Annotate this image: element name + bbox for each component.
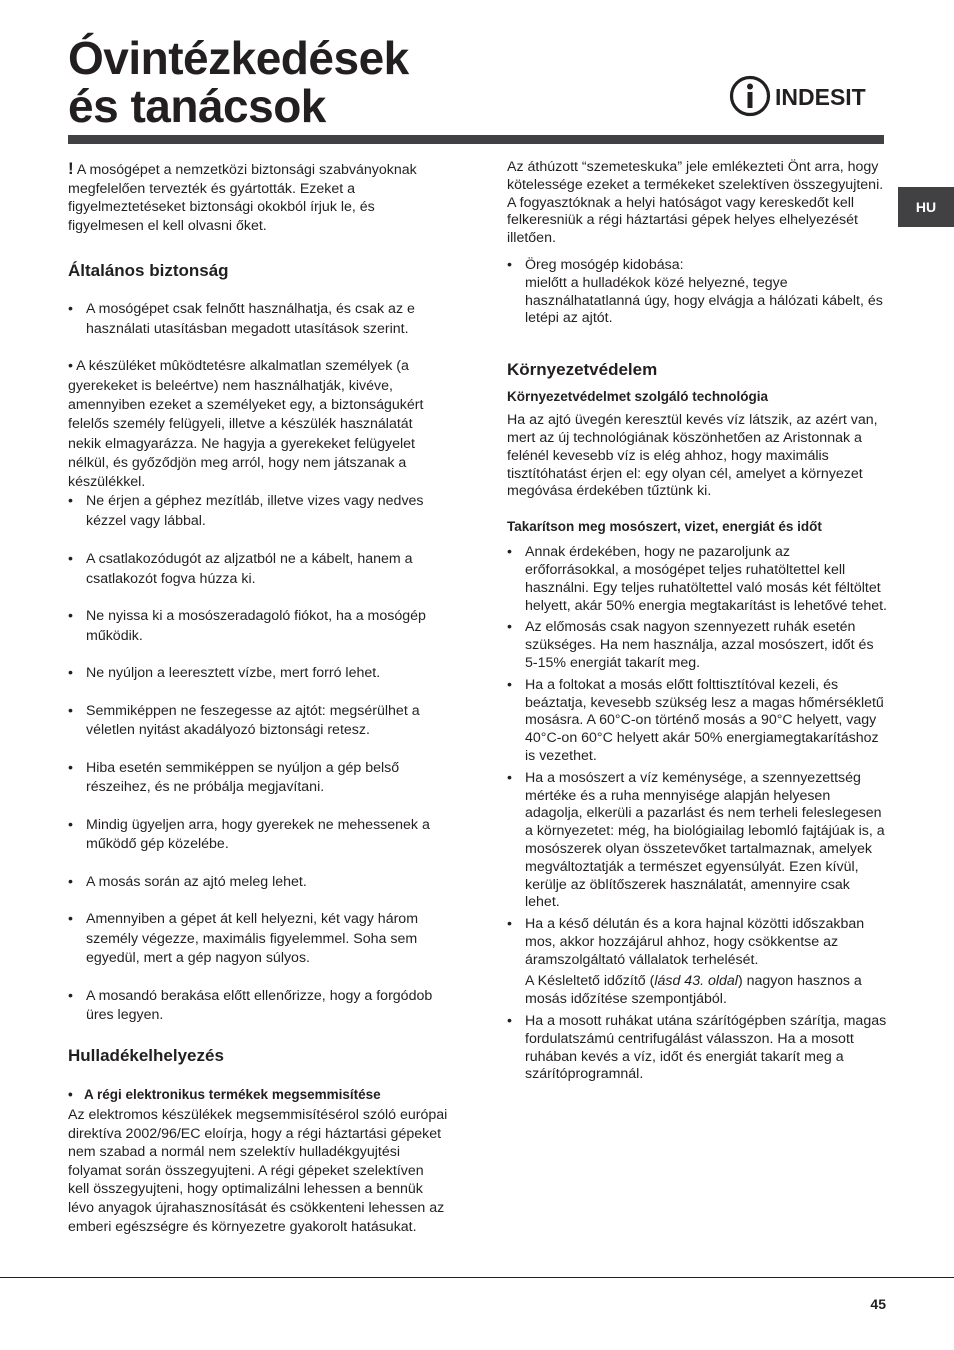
page-number: 45 <box>870 1296 886 1312</box>
list-item: • Ha a foltokat a mosás előtt folttisztítóval kezeli, és beáztatja, kevesebb szükség lesz a magas hőmérsékletű mosásra. A 60°C-on történő mosás a 90°C helyett, vagy 40°C-on 60°C helyett akár 50% energiamegtakarításhoz is vezethet. <box>507 677 887 766</box>
general-safety-heading: Általános biztonság <box>68 261 229 281</box>
brand-wordmark: INDESIT <box>775 84 866 110</box>
title-rule <box>68 135 884 144</box>
environment-subheading: Környezetvédelmet szolgáló technológia <box>507 389 769 405</box>
list-item: • Ha a mosószert a víz keménysége, a szennyezettség mértéke és a ruha mennyisége alapján helyesen adagolja, elkerüli a pazarlást és nem terheli feleslegesen a környezetet: még, ha biológiailag lebomló fajtájúak is, a mosószerek olyan összetevőket tartalmaznak, amelyek megváltoztatják a természet egyensúlyát. Ezen kívül, kerülje az öblítőszerek használatát, amennyire csak lehet. <box>507 770 887 912</box>
list-item: • Ha a késő délután és a kora hajnal közötti időszakban mos, akkor hozzájárul ahhoz, hogy csökkentse az áramszolgáltató vállalatok terhelését. <box>507 916 887 969</box>
list-item: • Ne nyissa ki a mosószeradagoló fiókot, ha a mosógép működik. <box>68 607 448 646</box>
old-machine-item <box>507 257 887 328</box>
old-machine-text: mielőtt a hulladékok közé helyezné, tegye használhatatlanná úgy, hogy elvágja a hálózati kábelt, és letépi az ajtót. <box>525 274 883 327</box>
list-item: • A mosandó berakása előtt ellenőrizze, hogy a forgódob üres legyen. <box>68 987 448 1026</box>
list-item-text: A készüléket mûködtetésre alkalmatlan személyek (a gyerekeket is beleértve) nem használhatják, kivéve, amennyiben ezeket a személyeket egy, a biztonságukért felelős személy felügyeli, illetve a készülék használatát nekik elmagyarázza. Ne hagyja a gyerekeket felügyelet nélkül, és győződjön meg arról, hogy nem játszanak a készülékkel. <box>68 358 424 491</box>
left-column <box>68 160 448 1236</box>
warning-mark: ! <box>68 159 74 178</box>
list-item: • Hiba esetén semmiképpen se nyúljon a gép belső részeihez, és ne próbálja megjavítani. <box>68 759 448 798</box>
list-item: • A mosás során az ajtó meleg lehet. <box>68 873 448 893</box>
disposal-paragraph: Az elektromos készülékek megsemmisítésérol szóló európai direktíva 2002/96/EC eloírja, hogy a régi háztartási gépeket nem szabad a normál nem szelektív hulladékgyujtési folyamat során összegyujteni. A régi gépeket szelektíven kell összegyujteni, hogy optimalizálni lehessen a bennük lévo anyagok újrahasznosítását és csökkenteni lehessen az emberi egészségre és környezetre gyakorolt hatásukat. <box>68 1106 448 1235</box>
list-item: • A mosógépet csak felnőtt használhatja, és csak az e használati utasításban megadott utasítások szerint. <box>68 300 448 339</box>
list-item: • Ne nyúljon a leeresztett vízbe, mert forró lehet. <box>68 664 448 684</box>
consumer-paragraph: A fogyasztóknak a helyi hatóságot vagy kereskedőt kell felkeresniük a régi háztartási gépek helyes elhelyezését illetően. <box>507 194 858 247</box>
bin-paragraph: Az áthúzott “szemeteskuka” jele emlékezteti Önt arra, hogy kötelessége ezeket a termékeket szelektíven összegyujteni. <box>507 159 884 193</box>
list-item: • Ne érjen a géphez mezítláb, illetve vizes vagy nedves kézzel vagy lábbal. <box>68 492 448 531</box>
title-line-2: és tanácsok <box>68 80 326 132</box>
timer-post: ) nagyon hasznos a mosás időzítése szempontjából. <box>525 973 862 1008</box>
timer-paragraph <box>507 973 887 1009</box>
list-item: • Annak érdekében, hogy ne pazaroljunk az erőforrásokkal, a mosógépet teljes ruhatöltettel kell használni. Egy teljes ruhatöltettel való mosás két féltöltet helyett, akár 50% energia megtakarítást is lehetővé tehet. <box>507 544 887 615</box>
intro-text: A mosógépet a nemzetközi biztonsági szabványoknak megfelelően tervezték és gyártották. Ezeket a figyelmeztetéseket biztonsági okokból írjuk le, és figyelmesen el kell olvasni őket. <box>68 162 417 234</box>
title-line-1: Óvintézkedések <box>68 32 409 84</box>
page-title <box>68 34 409 130</box>
right-column <box>507 159 887 1084</box>
disposal-subheading-text: A régi elektronikus termékek megsemmisítése <box>83 1086 381 1102</box>
environment-heading: Környezetvédelem <box>507 360 658 380</box>
savings-subheading: Takarítson meg mosószert, vizet, energiát és időt <box>507 519 822 535</box>
language-tab: HU <box>898 187 954 227</box>
disposal-heading: Hulladékelhelyezés <box>68 1045 224 1065</box>
indesit-logo <box>728 74 888 118</box>
list-item: • Amennyiben a gépet át kell helyezni, két vagy három személy végezze, maximális figyelemmel. Soha sem egyedül, mert a gép nagyon súlyos. <box>68 910 448 969</box>
list-item: • Semmiképpen ne feszegesse az ajtót: megsérülhet a véletlen nyitást akadályozó biztonsági retesz. <box>68 702 448 741</box>
list-item: • Ha a mosott ruhákat utána szárítógépben szárítja, magas fordulatszámú centrifugálást válasszon. Ha a mosott ruhában kevés a víz, időt és energiát takarít meg a szárítóprogramnál. <box>507 1013 887 1084</box>
timer-pre: A Késleltető időzítő ( <box>525 973 655 990</box>
list-item: • Mindig ügyeljen arra, hogy gyerekek ne mehessenek a működő gép közelébe. <box>68 816 448 855</box>
footer-rule <box>0 1277 954 1278</box>
list-item: • A csatlakozódugót az aljzatból ne a kábelt, hanem a csatlakozót fogva húzza ki. <box>68 550 448 589</box>
timer-page-ref: lásd 43. oldal <box>654 973 738 990</box>
environment-paragraph: Ha az ajtó üvegén keresztül kevés víz látszik, az azért van, mert az új technológiának köszönhetően az Aristonnak a felénél kevesebb víz is elég ahhoz, hogy maximális tisztítóhatást érjen el: egy olyan cél, amelyet a környezet megóvása érdekében tűztünk ki. <box>507 412 878 500</box>
list-item: • A készüléket mûködtetésre alkalmatlan személyek (a gyerekeket is beleértve) nem használhatják, kivéve, amennyiben ezeket a személyeket egy, a biztonságukért felelős személy felügyeli, illetve a készülék használatát nekik elmagyarázza. Ne hagyja a gyerekeket felügyelet nélkül, és győződjön meg arról, hogy nem játszanak a készülékkel. <box>68 358 424 491</box>
list-item: • Az előmosás csak nagyon szennyezett ruhák esetén szükséges. Ha nem használja, azzal mosószert, időt és 5-15% energiát takarít meg. <box>507 619 887 672</box>
intro-paragraph <box>68 160 448 235</box>
old-machine-title: • Öreg mosógép kidobása: <box>525 256 684 273</box>
disposal-subheading: • A régi elektronikus termékek megsemmisítése <box>68 1086 381 1102</box>
